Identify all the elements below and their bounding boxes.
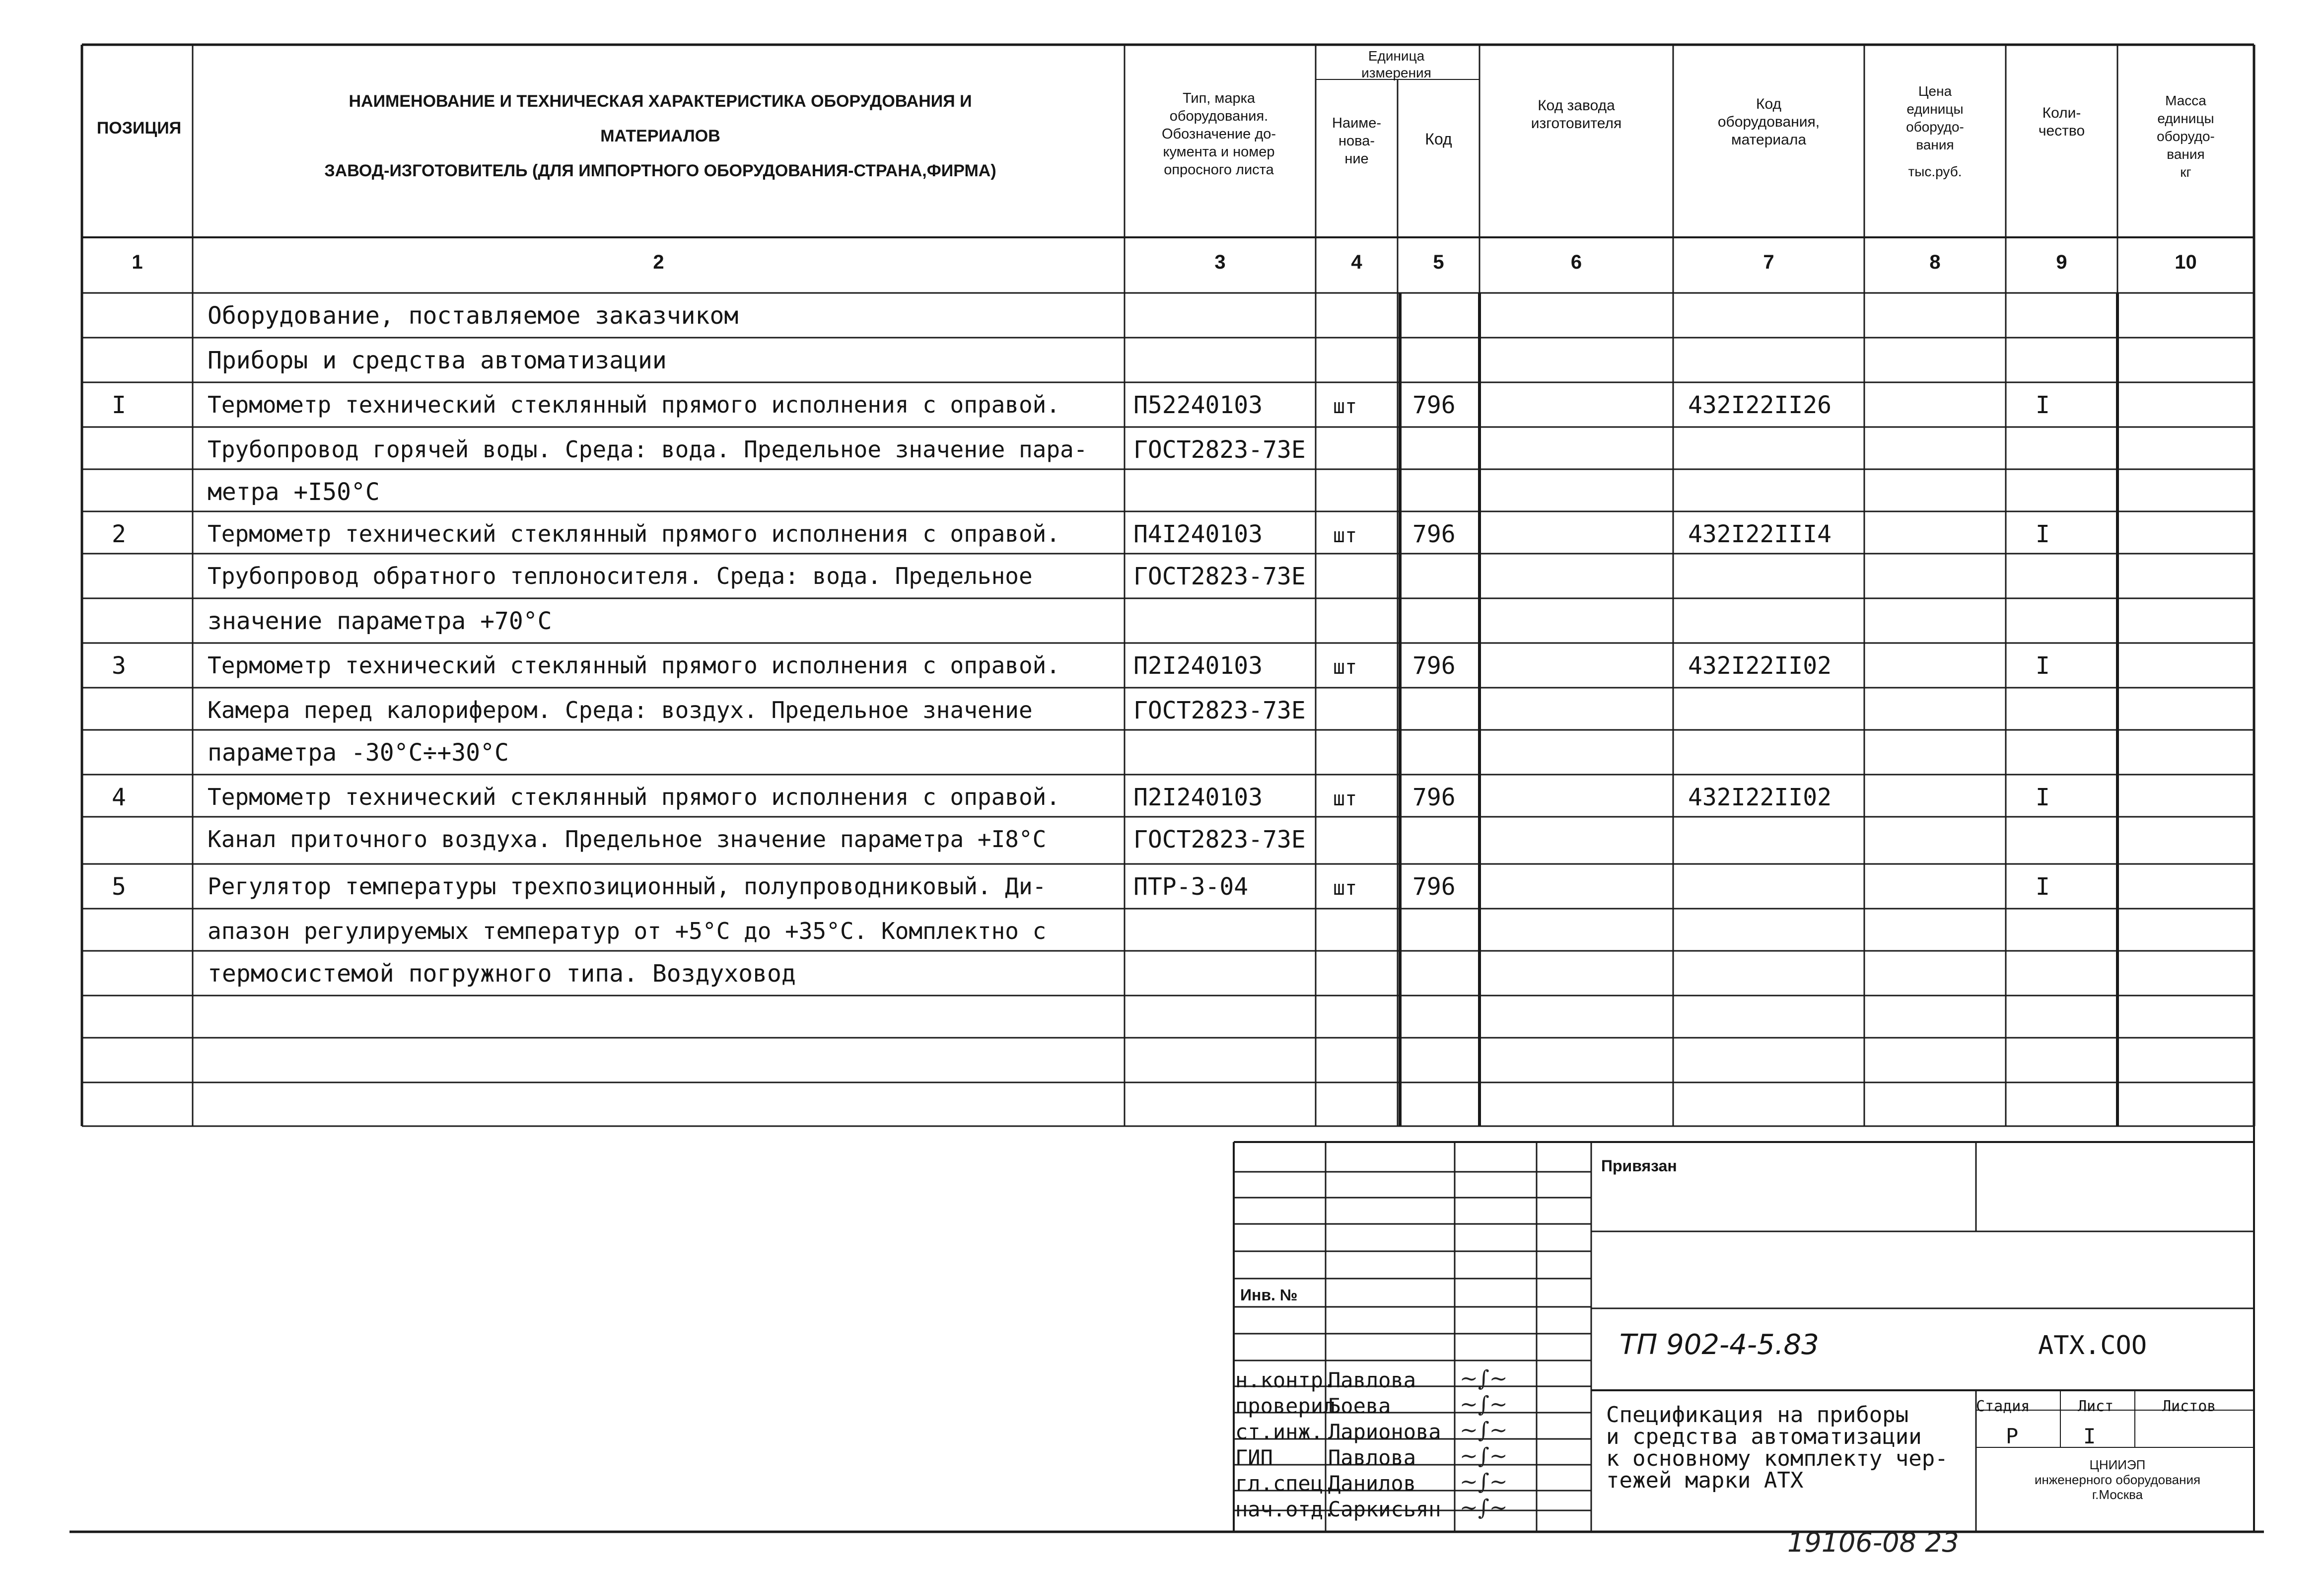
signer-name: Боева bbox=[1328, 1394, 1391, 1418]
cell-name: Термометр технический стеклянный прямого исполнения с оправой. bbox=[208, 784, 1060, 810]
header-mass: Масса единицы оборудо- вания кг bbox=[2157, 93, 2215, 180]
cell-name: Термометр технический стеклянный прямого исполнения с оправой. bbox=[208, 391, 1060, 418]
column-number: 2 bbox=[653, 251, 664, 273]
signature-icon: ~∫~ bbox=[1460, 1366, 1508, 1391]
cell-type: ПТР-3-04 bbox=[1133, 873, 1249, 901]
signer-role: н.контр. bbox=[1235, 1368, 1336, 1392]
column-number: 4 bbox=[1351, 251, 1362, 273]
cell-unit: шт bbox=[1333, 524, 1357, 547]
cell-name: апазон регулируемых температур от +5°C до +35°C. Комплектно с bbox=[208, 918, 1047, 944]
cell-qty: I bbox=[2036, 520, 2050, 548]
cell-name: метра +I50°C bbox=[208, 478, 380, 506]
cell-name: Трубопровод горячей воды. Среда: вода. Предельное значение пара- bbox=[208, 436, 1088, 463]
signer-name: Ларионова bbox=[1328, 1420, 1441, 1444]
signer-role: ст.инж. bbox=[1235, 1420, 1324, 1444]
header-name-line3: ЗАВОД-ИЗГОТОВИТЕЛЬ (ДЛЯ ИМПОРТНОГО ОБОРУДОВАНИЯ-СТРАНА,ФИРМА) bbox=[324, 161, 996, 180]
footer-number: 19106-08 23 bbox=[1787, 1527, 1959, 1558]
signature-icon: ~∫~ bbox=[1460, 1443, 1508, 1469]
column-number: 7 bbox=[1763, 251, 1774, 273]
cell-qty: I bbox=[2036, 784, 2050, 811]
header-quantity: Коли- чество bbox=[2038, 105, 2085, 139]
cell-type: П4I240103 bbox=[1133, 520, 1263, 548]
cell-type: ГОСТ2823-73Е bbox=[1133, 697, 1306, 724]
cell-name: Термометр технический стеклянный прямого исполнения с оправой. bbox=[208, 520, 1060, 547]
signer-name: Павлова bbox=[1328, 1368, 1416, 1392]
cell-pos: 5 bbox=[112, 873, 126, 901]
column-number: 5 bbox=[1433, 251, 1444, 273]
stamp-stage-label: Стадия bbox=[1976, 1398, 2030, 1415]
cell-pos: 2 bbox=[112, 520, 126, 548]
cell-type: ГОСТ2823-73Е bbox=[1133, 563, 1306, 590]
stamp-title: Спецификация на приборы и средства автоматизации к основному комплекту чер- тежей марки АТХ bbox=[1606, 1402, 1948, 1493]
cell-name: Канал приточного воздуха. Предельное значение параметра +I8°C bbox=[208, 826, 1047, 853]
cell-name: Оборудование, поставляемое заказчиком bbox=[208, 302, 739, 330]
header-price: Цена единицы оборудо- вания тыс.руб. bbox=[1906, 83, 1964, 179]
cell-mcode: 432I22II26 bbox=[1688, 391, 1831, 419]
cell-type: П2I240103 bbox=[1133, 652, 1263, 680]
header-position: ПОЗИЦИЯ bbox=[96, 119, 182, 138]
cell-unit: шт bbox=[1333, 877, 1357, 900]
cell-unit: шт bbox=[1333, 656, 1357, 679]
signer-name: Саркисьян bbox=[1328, 1497, 1441, 1521]
stamp-stage: Р bbox=[2006, 1424, 2019, 1448]
column-number: 8 bbox=[1929, 251, 1941, 273]
header-plant-code: Код завода изготовителя bbox=[1531, 97, 1622, 132]
cell-pos: I bbox=[112, 391, 126, 419]
stamp-doc-code: ТП 902-4-5.83 bbox=[1620, 1329, 1819, 1361]
signature-icon: ~∫~ bbox=[1460, 1418, 1508, 1443]
cell-unit: шт bbox=[1333, 395, 1357, 418]
header-unit-code: Код bbox=[1425, 130, 1452, 148]
cell-unit: шт bbox=[1333, 787, 1357, 810]
cell-mcode: 432I22II02 bbox=[1688, 784, 1831, 811]
cell-name: термосистемой погружного типа. Воздуховод bbox=[208, 960, 796, 988]
stamp-organization: ЦНИИЭП инженерного оборудования г.Москва bbox=[2034, 1457, 2201, 1502]
stamp-sheet-label: Лист bbox=[2078, 1398, 2114, 1415]
stamp-sheet-code: АТХ.СОО bbox=[2038, 1331, 2147, 1360]
cell-mcode: 432I22III4 bbox=[1688, 520, 1831, 548]
signer-role: ГИП bbox=[1235, 1445, 1273, 1470]
stamp-privyazan: Привязан bbox=[1601, 1157, 1677, 1175]
signature-icon: ~∫~ bbox=[1460, 1392, 1508, 1417]
cell-name: значение параметра +70°C bbox=[208, 607, 552, 635]
cell-type: П2I240103 bbox=[1133, 784, 1263, 811]
cell-qty: I bbox=[2036, 652, 2050, 680]
cell-code: 796 bbox=[1412, 391, 1456, 419]
cell-type: ГОСТ2823-73Е bbox=[1133, 436, 1306, 464]
column-number: 10 bbox=[2175, 251, 2197, 273]
header-name-line2: МАТЕРИАЛОВ bbox=[600, 127, 720, 145]
cell-code: 796 bbox=[1412, 873, 1456, 901]
signer-name: Павлова bbox=[1328, 1445, 1416, 1470]
cell-name: Регулятор температуры трехпозиционный, полупроводниковый. Ди- bbox=[208, 873, 1047, 900]
stamp-sheet: I bbox=[2083, 1424, 2096, 1448]
cell-code: 796 bbox=[1412, 652, 1456, 680]
cell-code: 796 bbox=[1412, 520, 1456, 548]
signer-role: проверил bbox=[1235, 1394, 1336, 1418]
cell-type: П52240103 bbox=[1133, 391, 1263, 419]
cell-name: параметра -30°C÷+30°C bbox=[208, 739, 509, 767]
column-number: 6 bbox=[1570, 251, 1582, 273]
header-material-code: Код оборудования, материала bbox=[1717, 96, 1820, 148]
cell-name: Камера перед калорифером. Среда: воздух. Предельное значение bbox=[208, 697, 1033, 723]
cell-qty: I bbox=[2036, 391, 2050, 419]
cell-type: ГОСТ2823-73Е bbox=[1133, 826, 1306, 854]
cell-pos: 3 bbox=[112, 652, 126, 680]
column-number: 3 bbox=[1214, 251, 1226, 273]
header-type: Тип, марка оборудования. Обозначение до- кумента и номер опросного листа bbox=[1161, 90, 1276, 178]
cell-qty: I bbox=[2036, 873, 2050, 901]
header-unit-name: Наиме- нова- ние bbox=[1332, 115, 1381, 167]
column-number: 1 bbox=[132, 251, 143, 273]
stamp-sheets-label: Листов bbox=[2162, 1398, 2216, 1415]
column-number: 9 bbox=[2056, 251, 2067, 273]
signer-name: Данилов bbox=[1328, 1471, 1416, 1496]
cell-mcode: 432I22II02 bbox=[1688, 652, 1831, 680]
signature-icon: ~∫~ bbox=[1460, 1495, 1508, 1520]
header-name-line1: НАИМЕНОВАНИЕ И ТЕХНИЧЕСКАЯ ХАРАКТЕРИСТИКА ОБОРУДОВАНИЯ И bbox=[349, 92, 972, 111]
cell-code: 796 bbox=[1412, 784, 1456, 811]
header-unit-group: Единица измерения bbox=[1361, 48, 1431, 80]
signature-icon: ~∫~ bbox=[1460, 1469, 1508, 1495]
stamp-inv-no: Инв. № bbox=[1240, 1286, 1298, 1304]
cell-pos: 4 bbox=[112, 784, 126, 811]
signer-role: гл.спец. bbox=[1235, 1471, 1336, 1496]
cell-name: Трубопровод обратного теплоносителя. Среда: вода. Предельное bbox=[208, 563, 1033, 589]
signer-role: нач.отд. bbox=[1235, 1497, 1336, 1521]
cell-name: Приборы и средства автоматизации bbox=[208, 347, 667, 374]
cell-name: Термометр технический стеклянный прямого исполнения с оправой. bbox=[208, 652, 1060, 679]
